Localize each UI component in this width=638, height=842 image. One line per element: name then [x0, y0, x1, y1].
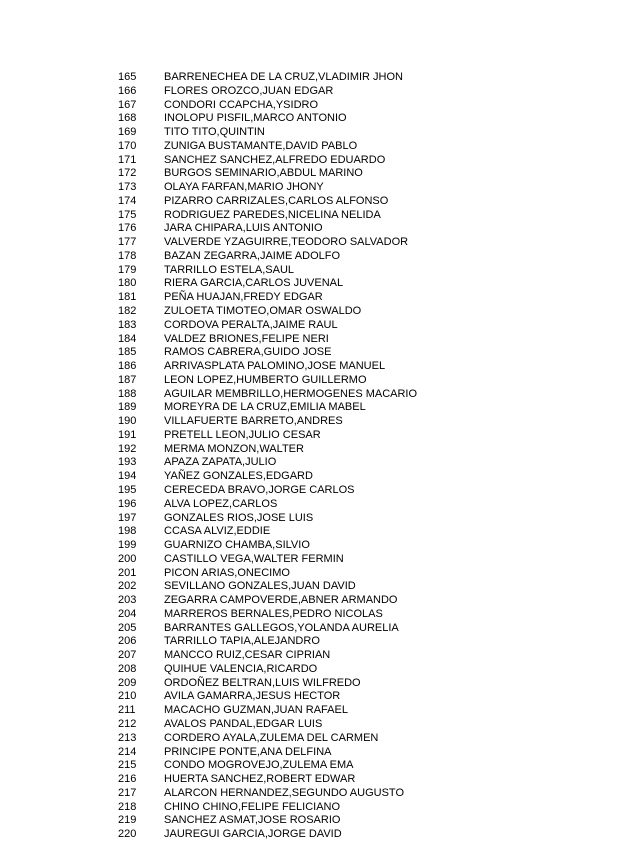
list-item [118, 677, 417, 691]
entry-name: ARRIVASPLATA PALOMINO,JOSE MANUEL [164, 360, 386, 373]
list-item [118, 167, 417, 181]
list-item [118, 374, 417, 388]
entry-name: TARRILLO TAPIA,ALEJANDRO [164, 635, 320, 648]
entry-number: 191 [118, 428, 137, 441]
entry-number: 208 [118, 662, 137, 675]
entry-name: JAUREGUI GARCIA,JORGE DAVID [164, 828, 342, 841]
list-item [118, 746, 417, 760]
entry-name: ZUNIGA BUSTAMANTE,DAVID PABLO [164, 139, 358, 152]
list-item [118, 718, 417, 732]
list-item [118, 291, 417, 305]
entry-number: 211 [118, 704, 136, 717]
entry-number: 190 [118, 415, 137, 428]
list-item [118, 388, 417, 402]
entry-name: BARRANTES GALLEGOS,YOLANDA AURELIA [164, 621, 399, 634]
entry-name: ZULOETA TIMOTEO,OMAR OSWALDO [164, 305, 362, 318]
entry-number: 194 [118, 470, 137, 483]
entry-name: VALDEZ BRIONES,FELIPE NERI [164, 332, 329, 345]
entry-number: 193 [118, 456, 137, 469]
entry-name: QUIHUE VALENCIA,RICARDO [164, 662, 318, 675]
entry-name: PEÑA HUAJAN,FREDY EDGAR [164, 291, 323, 304]
entry-number: 195 [118, 483, 137, 496]
list-item [118, 456, 417, 470]
list-item [118, 443, 417, 457]
list-item [118, 346, 417, 360]
entry-name: CONDO MOGROVEJO,ZULEMA EMA [164, 759, 354, 772]
list-item [118, 250, 417, 264]
entry-number: 192 [118, 442, 137, 455]
list-item [118, 759, 417, 773]
list-item [118, 99, 417, 113]
entry-name: GUARNIZO CHAMBA,SILVIO [164, 539, 310, 552]
list-item [118, 594, 417, 608]
list-item [118, 484, 417, 498]
entry-name: AGUILAR MEMBRILLO,HERMOGENES MACARIO [164, 387, 418, 400]
list-item [118, 360, 417, 374]
entry-number: 182 [118, 305, 137, 318]
list-item [118, 264, 417, 278]
entry-number: 177 [118, 236, 137, 249]
entry-number: 215 [118, 759, 137, 772]
entry-name: PRETELL LEON,JULIO CESAR [164, 428, 321, 441]
list-item [118, 498, 417, 512]
entry-number: 214 [118, 745, 137, 758]
entry-number: 216 [118, 773, 137, 786]
entry-name: PRINCIPE PONTE,ANA DELFINA [164, 745, 332, 758]
entry-name: YAÑEZ GONZALES,EDGARD [164, 470, 313, 483]
list-item [118, 209, 417, 223]
entry-number: 212 [118, 717, 137, 730]
entry-number: 183 [118, 318, 137, 331]
entry-name: RIERA GARCIA,CARLOS JUVENAL [164, 277, 344, 290]
entry-number: 201 [118, 566, 137, 579]
entry-name: CORDERO AYALA,ZULEMA DEL CARMEN [164, 731, 379, 744]
entry-name: RAMOS CABRERA,GUIDO JOSE [164, 346, 332, 359]
entry-name: OLAYA FARFAN,MARIO JHONY [164, 181, 324, 194]
entry-number: 204 [118, 607, 137, 620]
entry-name: CORDOVA PERALTA,JAIME RAUL [164, 318, 338, 331]
entry-name: AVALOS PANDAL,EDGAR LUIS [164, 717, 323, 730]
entry-number: 180 [118, 277, 137, 290]
entry-number: 210 [118, 690, 137, 703]
list-item [118, 649, 417, 663]
entry-name: JARA CHIPARA,LUIS ANTONIO [164, 222, 323, 235]
entry-name: INOLOPU PISFIL,MARCO ANTONIO [164, 112, 347, 125]
entry-name: CCASA ALVIZ,EDDIE [164, 525, 271, 538]
entry-name: MACACHO GUZMAN,JUAN RAFAEL [164, 704, 348, 717]
entry-name: HUERTA SANCHEZ,ROBERT EDWAR [164, 773, 356, 786]
entry-number: 175 [118, 208, 137, 221]
list-item [118, 732, 417, 746]
entry-number: 176 [118, 222, 137, 235]
entry-name: LEON LOPEZ,HUMBERTO GUILLERMO [164, 373, 367, 386]
list-item [118, 140, 417, 154]
entry-number: 209 [118, 676, 137, 689]
list-item [118, 195, 417, 209]
entry-number: 200 [118, 552, 137, 565]
entry-number: 189 [118, 401, 137, 414]
entry-number: 206 [118, 635, 137, 648]
entry-name: PICON ARIAS,ONECIMO [164, 566, 290, 579]
list-item [118, 415, 417, 429]
list-item [118, 635, 417, 649]
entry-name: MOREYRA DE LA CRUZ,EMILIA MABEL [164, 401, 366, 414]
entry-number: 220 [118, 828, 137, 841]
entry-number: 185 [118, 346, 137, 359]
entry-number: 198 [118, 525, 137, 538]
entry-number: 165 [118, 71, 137, 83]
entry-number: 173 [118, 181, 137, 194]
list-item [118, 608, 417, 622]
entry-number: 217 [118, 786, 137, 799]
list-item [118, 787, 417, 801]
list-item [118, 112, 417, 126]
entry-name: BARRENECHEA DE LA CRUZ,VLADIMIR JHON [164, 71, 403, 83]
entry-number: 187 [118, 373, 137, 386]
list-item [118, 512, 417, 526]
entry-name: ZEGARRA CAMPOVERDE,ABNER ARMANDO [164, 594, 398, 607]
entry-name: VALVERDE YZAGUIRRE,TEODORO SALVADOR [164, 236, 409, 249]
entry-name: SANCHEZ SANCHEZ,ALFREDO EDUARDO [164, 153, 386, 166]
entry-number: 181 [118, 291, 137, 304]
entry-name: SEVILLANO GONZALES,JUAN DAVID [164, 580, 356, 593]
entry-number: 171 [118, 153, 137, 166]
entry-name: BURGOS SEMINARIO,ABDUL MARINO [164, 167, 363, 180]
entry-name: ALVA LOPEZ,CARLOS [164, 497, 278, 510]
entry-number: 172 [118, 167, 137, 180]
list-item [118, 429, 417, 443]
entry-number: 166 [118, 84, 137, 97]
entry-number: 169 [118, 126, 137, 139]
entry-name: MARREROS BERNALES,PEDRO NICOLAS [164, 607, 383, 620]
list-item [118, 71, 417, 85]
entry-number: 179 [118, 263, 137, 276]
list-item [118, 85, 417, 99]
list-item [118, 305, 417, 319]
entry-name: MANCCO RUIZ,CESAR CIPRIAN [164, 649, 331, 662]
entry-name: ORDOÑEZ BELTRAN,LUIS WILFREDO [164, 676, 361, 689]
entry-number: 178 [118, 249, 137, 262]
name-list [118, 71, 417, 842]
entry-number: 196 [118, 497, 137, 510]
list-item [118, 814, 417, 828]
list-item [118, 181, 417, 195]
entry-name: CASTILLO VEGA,WALTER FERMIN [164, 552, 344, 565]
list-item [118, 690, 417, 704]
entry-number: 170 [118, 139, 137, 152]
entry-number: 184 [118, 332, 137, 345]
list-item [118, 525, 417, 539]
list-item [118, 319, 417, 333]
list-item [118, 236, 417, 250]
list-item [118, 333, 417, 347]
entry-number: 186 [118, 360, 137, 373]
list-item [118, 401, 417, 415]
entry-number: 203 [118, 594, 137, 607]
list-item [118, 222, 417, 236]
list-item [118, 126, 417, 140]
entry-name: CONDORI CCAPCHA,YSIDRO [164, 98, 319, 111]
entry-name: RODRIGUEZ PAREDES,NICELINA NELIDA [164, 208, 381, 221]
entry-number: 197 [118, 511, 137, 524]
entry-number: 219 [118, 814, 137, 827]
list-item [118, 773, 417, 787]
list-item [118, 470, 417, 484]
entry-name: ALARCON HERNANDEZ,SEGUNDO AUGUSTO [164, 786, 405, 799]
entry-name: TITO TITO,QUINTIN [164, 126, 265, 139]
entry-name: MERMA MONZON,WALTER [164, 442, 304, 455]
entry-name: AVILA GAMARRA,JESUS HECTOR [164, 690, 341, 703]
entry-number: 188 [118, 387, 137, 400]
entry-number: 202 [118, 580, 137, 593]
entry-name: CHINO CHINO,FELIPE FELICIANO [164, 800, 341, 813]
list-item [118, 622, 417, 636]
entry-number: 167 [118, 98, 137, 111]
entry-number: 199 [118, 539, 137, 552]
list-item [118, 539, 417, 553]
entry-number: 207 [118, 649, 137, 662]
entry-number: 218 [118, 800, 137, 813]
entry-name: FLORES OROZCO,JUAN EDGAR [164, 84, 334, 97]
entry-number: 205 [118, 621, 137, 634]
list-item [118, 277, 417, 291]
entry-number: 174 [118, 194, 137, 207]
entry-name: GONZALES RIOS,JOSE LUIS [164, 511, 314, 524]
entry-number: 213 [118, 731, 137, 744]
entry-name: APAZA ZAPATA,JULIO [164, 456, 277, 469]
list-item [118, 663, 417, 677]
entry-name: PIZARRO CARRIZALES,CARLOS ALFONSO [164, 194, 389, 207]
entry-number: 168 [118, 112, 137, 125]
list-item [118, 154, 417, 168]
list-item [118, 801, 417, 815]
list-item [118, 704, 417, 718]
list-item [118, 553, 417, 567]
entry-name: TARRILLO ESTELA,SAUL [164, 263, 295, 276]
list-item [118, 567, 417, 581]
list-item [118, 580, 417, 594]
entry-name: SANCHEZ ASMAT,JOSE ROSARIO [164, 814, 341, 827]
list-item [118, 828, 417, 842]
entry-name: BAZAN ZEGARRA,JAIME ADOLFO [164, 249, 341, 262]
entry-name: CERECEDA BRAVO,JORGE CARLOS [164, 483, 355, 496]
entry-name: VILLAFUERTE BARRETO,ANDRES [164, 415, 343, 428]
